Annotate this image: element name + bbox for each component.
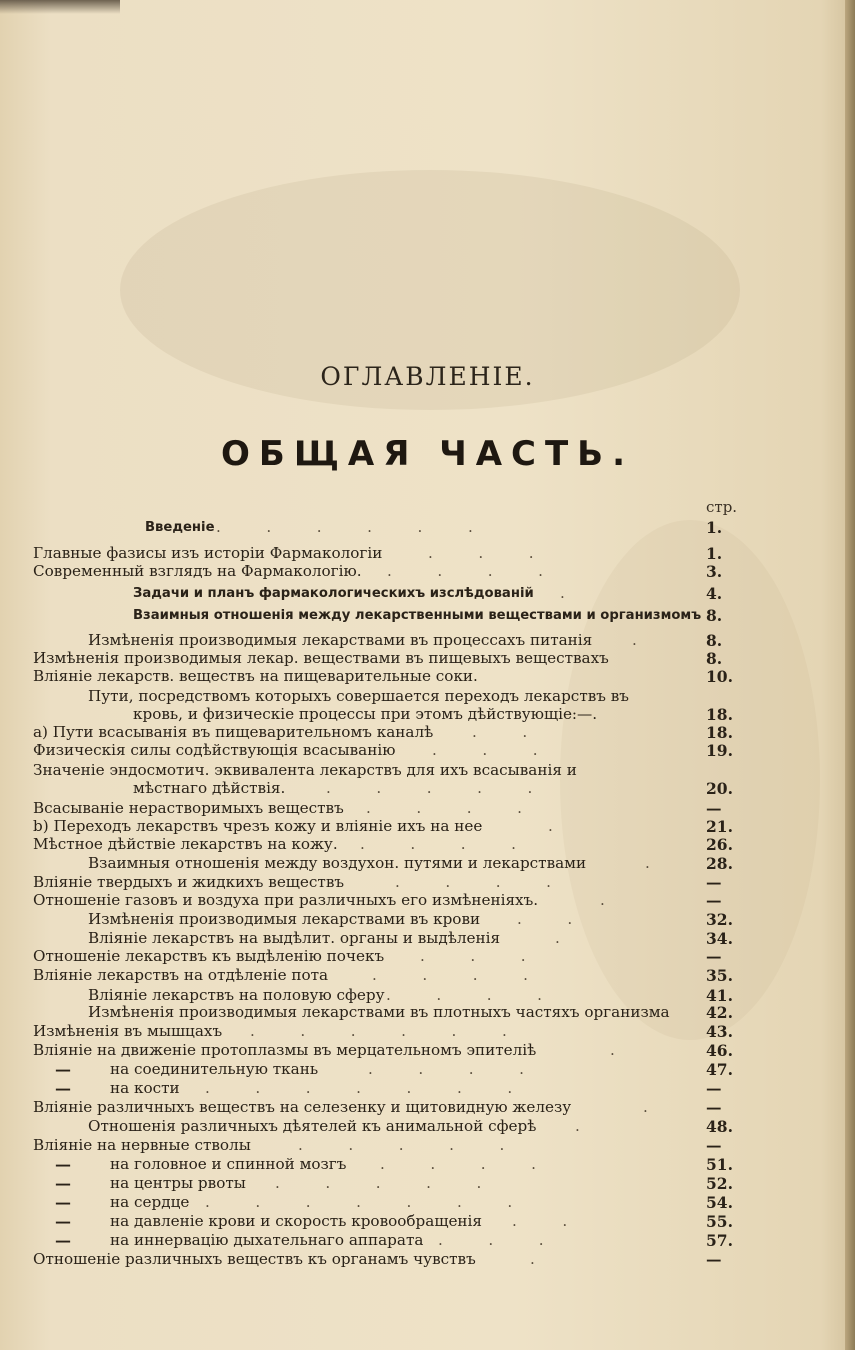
dot-leader: . . . . . xyxy=(326,779,533,797)
toc-page-number: 18. xyxy=(706,705,733,724)
toc-page-number: 46. xyxy=(706,1041,733,1060)
toc-entry-title: Измѣненiя производимыя лекар. веществами въ пищевыхъ веществахъ xyxy=(33,649,609,667)
dot-leader: . xyxy=(530,1250,535,1268)
dot-leader: . . . . . xyxy=(275,1174,482,1192)
dot-leader: . . . xyxy=(420,947,526,965)
dot-leader: . xyxy=(555,929,560,947)
toc-page-number: — xyxy=(706,1098,722,1117)
toc-entry xyxy=(0,1250,855,1269)
dot-leader: . xyxy=(632,631,637,649)
toc-entry-title: Влiянiе лекарствъ на выдѣлит. органы и выдѣленiя xyxy=(88,929,501,947)
toc-entry-title: Взаимныя отношенiя между лекарственными веществами и организмомъ xyxy=(133,608,702,623)
dot-leader: . xyxy=(575,1117,580,1135)
toc-page-number: 4. xyxy=(706,584,723,603)
toc-page-number: 51. xyxy=(706,1155,733,1174)
toc-page-number: 52. xyxy=(706,1174,733,1193)
toc-entry-title: Отношенiе лекарствъ къ выдѣленiю почекъ xyxy=(33,947,385,965)
toc-entry xyxy=(0,1212,855,1231)
toc-entry-title: Физическiя силы содѣйствующiя всасыванiю xyxy=(33,741,396,759)
toc-entry xyxy=(0,1003,855,1022)
toc-page-number: — xyxy=(706,1136,722,1155)
toc-entry xyxy=(0,1193,855,1212)
toc-page-number: 8. xyxy=(706,649,723,668)
part-title: ОБЩАЯ ЧАСТЬ. xyxy=(221,434,634,474)
toc-entry xyxy=(0,1041,855,1060)
toc-entry-title: Влiянiе различныхъ веществъ на селезенку и щитовидную железу xyxy=(33,1098,572,1116)
toc-page-number: 3. xyxy=(706,562,723,581)
toc-entry-title: на сердце xyxy=(110,1193,190,1211)
toc-page-number: 35. xyxy=(706,966,733,985)
page-title: ОГЛАВЛЕНIЕ. xyxy=(320,362,535,391)
dot-leader: . xyxy=(643,1098,648,1116)
toc-page-number: 19. xyxy=(706,741,733,760)
toc-page-number: 8. xyxy=(706,606,723,625)
toc-page-number: — xyxy=(706,873,722,892)
toc-page-number: — xyxy=(706,891,722,910)
dot-leader: . xyxy=(645,854,650,872)
toc-entry-title: Взаимныя отношенiя между воздухон. путями и лекарствами xyxy=(88,854,587,872)
toc-entry-title: Измѣненiя производимыя лекарствами въ крови xyxy=(88,910,481,928)
toc-entry-title: Пути, посредствомъ которыхъ совершается переходъ лекарствъ въ xyxy=(88,687,629,705)
toc-entry xyxy=(0,929,855,948)
toc-entry-title: на соединительную ткань xyxy=(110,1060,319,1078)
dot-leader: . xyxy=(560,584,565,602)
dot-leader: . . . . . . . xyxy=(205,1079,513,1097)
toc-entry-title: b) Переходъ лекарствъ чрезъ кожу и влiянiе ихъ на нее xyxy=(33,817,483,835)
toc-entry-title: на центры рвоты xyxy=(110,1174,246,1192)
toc-entry xyxy=(0,649,855,668)
toc-entry-title: Влiянiе лекарствъ на половую сферу xyxy=(88,986,385,1004)
toc-entry xyxy=(0,799,855,818)
toc-entry-title: Современный взглядъ на Фармакологiю. xyxy=(33,562,362,580)
toc-entry xyxy=(0,1117,855,1136)
toc-page-number: 21. xyxy=(706,817,733,836)
toc-page-number: 18. xyxy=(706,723,733,742)
dot-leader: . . . . xyxy=(380,1155,536,1173)
toc-page-number: — xyxy=(706,947,722,966)
dot-leader: . . . . xyxy=(395,873,551,891)
toc-page-number: 54. xyxy=(706,1193,733,1212)
toc-entry-title: Задачи и планъ фармакологическихъ изслѣдованiй xyxy=(133,586,534,601)
toc-page-number: 42. xyxy=(706,1003,733,1022)
toc-entry-title: Введенiе xyxy=(145,520,215,535)
toc-entry xyxy=(0,562,855,581)
toc-entry xyxy=(0,1174,855,1193)
page-column-label: стр. xyxy=(706,498,738,516)
toc-entry-title: Всасыванiе нерастворимыхъ веществъ xyxy=(33,799,344,817)
toc-entry-title: Отношенiе различныхъ веществъ къ органамъ чувствъ xyxy=(33,1250,476,1268)
toc-entry xyxy=(0,1098,855,1117)
toc-entry-title: Главные фазисы изъ исторiи Фармакологiи xyxy=(33,544,383,562)
dot-leader: . . . . xyxy=(372,966,528,984)
dot-leader: . . . . xyxy=(366,799,522,817)
dot-leader: . . xyxy=(512,1212,568,1230)
toc-entry-title: Влiянiе лекарств. веществъ на пищеварительные соки. xyxy=(33,667,478,685)
toc-page-number: 57. xyxy=(706,1231,733,1250)
toc-entry-title: Измѣненiя производимыя лекарствами въ плотныхъ частяхъ организма xyxy=(88,1003,670,1021)
ditto-dash: — xyxy=(55,1060,71,1079)
toc-entry xyxy=(0,687,855,706)
toc-entry xyxy=(0,835,855,854)
dot-leader: . . . xyxy=(428,544,534,562)
toc-entry-title: Влiянiе на движенiе протоплазмы въ мерцательномъ эпителiѣ xyxy=(33,1041,537,1059)
toc-page-number: 47. xyxy=(706,1060,733,1079)
toc-entry-title: Влiянiе твердыхъ и жидкихъ веществъ xyxy=(33,873,345,891)
toc-entry xyxy=(0,584,855,603)
toc-entry-title: а) Пути всасыванiя въ пищеварительномъ каналѣ xyxy=(33,723,434,741)
toc-entry xyxy=(0,891,855,910)
toc-entry-title: на кости xyxy=(110,1079,180,1097)
toc-page-number: 41. xyxy=(706,986,733,1005)
ditto-dash: — xyxy=(55,1193,71,1212)
toc-entry-title: кровь, и физическiе процессы при этомъ дѣйствующiе:—. xyxy=(133,705,598,723)
toc-entry xyxy=(0,667,855,686)
toc-entry xyxy=(0,544,855,563)
toc-entry xyxy=(0,518,855,537)
dot-leader: . . . . . . xyxy=(216,518,473,536)
toc-page-number: — xyxy=(706,1250,722,1269)
toc-entry xyxy=(0,1136,855,1155)
dot-leader: . . . . . . xyxy=(250,1022,507,1040)
toc-page-number: 48. xyxy=(706,1117,733,1136)
toc-entry xyxy=(0,761,855,780)
dot-leader: . . . . xyxy=(360,835,516,853)
ditto-dash: — xyxy=(55,1079,71,1098)
dot-leader: . . . . . xyxy=(298,1136,505,1154)
toc-entry xyxy=(0,723,855,742)
toc-entry xyxy=(0,741,855,760)
toc-entry-title: Отношенiя различныхъ дѣятелей къ анимальной сферѣ xyxy=(88,1117,537,1135)
toc-entry xyxy=(0,1079,855,1098)
toc-entry xyxy=(0,817,855,836)
dot-leader: . . . . xyxy=(387,562,543,580)
toc-page-number: 32. xyxy=(706,910,733,929)
dot-leader: . xyxy=(610,1041,615,1059)
toc-entry-title: Значенiе эндосмотич. эквивалента лекарствъ для ихъ всасыванiя и xyxy=(33,761,577,779)
toc-entry xyxy=(0,910,855,929)
ditto-dash: — xyxy=(55,1212,71,1231)
toc-page-number: 20. xyxy=(706,779,733,798)
toc-entry-title: Влiянiе на нервные стволы xyxy=(33,1136,251,1154)
toc-entry xyxy=(0,873,855,892)
toc-page-number: 43. xyxy=(706,1022,733,1041)
toc-entry-title: мѣстнаго дѣйствiя. xyxy=(133,779,286,797)
toc-entry-title: на давленiе крови и скорость кровообращенiя xyxy=(110,1212,482,1230)
toc-entry xyxy=(0,705,855,724)
toc-page-number: 26. xyxy=(706,835,733,854)
toc-entry xyxy=(0,947,855,966)
toc-page-number: 28. xyxy=(706,854,733,873)
toc-page-number: — xyxy=(706,1079,722,1098)
dot-leader: . . . . xyxy=(368,1060,524,1078)
dot-leader: . . xyxy=(517,910,573,928)
toc-entry xyxy=(0,606,855,625)
toc-page-number: 8. xyxy=(706,631,723,650)
toc-entry xyxy=(0,1022,855,1041)
toc-entry-title: Мѣстное дѣйствiе лекарствъ на кожу. xyxy=(33,835,338,853)
toc-entry xyxy=(0,854,855,873)
toc-page-number: — xyxy=(706,799,722,818)
ditto-dash: — xyxy=(55,1155,71,1174)
toc-entry xyxy=(0,1155,855,1174)
binding-shadow xyxy=(0,0,120,14)
toc-entry xyxy=(0,1231,855,1250)
toc-entry-title: на иннервацiю дыхательнаго аппарата xyxy=(110,1231,424,1249)
toc-page-number: 1. xyxy=(706,518,723,537)
dot-leader: . xyxy=(548,817,553,835)
toc-entry xyxy=(0,966,855,985)
toc-page-number: 34. xyxy=(706,929,733,948)
toc-entry-title: Влiянiе лекарствъ на отдѣленiе пота xyxy=(33,966,329,984)
ditto-dash: — xyxy=(55,1231,71,1250)
dot-leader: . . . xyxy=(438,1231,544,1249)
toc-entry-title: Отношенiе газовъ и воздуха при различныхъ его измѣненiяхъ. xyxy=(33,891,539,909)
dot-leader: . . . xyxy=(432,741,538,759)
toc-entry-title: на головное и спинной мозгъ xyxy=(110,1155,347,1173)
dot-leader: . xyxy=(600,891,605,909)
toc-entry-title: Измѣненiя въ мышцахъ xyxy=(33,1022,223,1040)
toc-entry xyxy=(0,1060,855,1079)
toc-page-number: 55. xyxy=(706,1212,733,1231)
toc-page-number: 1. xyxy=(706,544,723,563)
toc-entry xyxy=(0,779,855,798)
dot-leader: . . . . . . . xyxy=(205,1193,513,1211)
dot-leader: . . . . xyxy=(386,986,542,1004)
dot-leader: . . xyxy=(472,723,528,741)
toc-entry-title: Измѣненiя производимыя лекарствами въ процессахъ питанiя xyxy=(88,631,593,649)
toc-entry xyxy=(0,631,855,650)
toc-page-number: 10. xyxy=(706,667,733,686)
ditto-dash: — xyxy=(55,1174,71,1193)
